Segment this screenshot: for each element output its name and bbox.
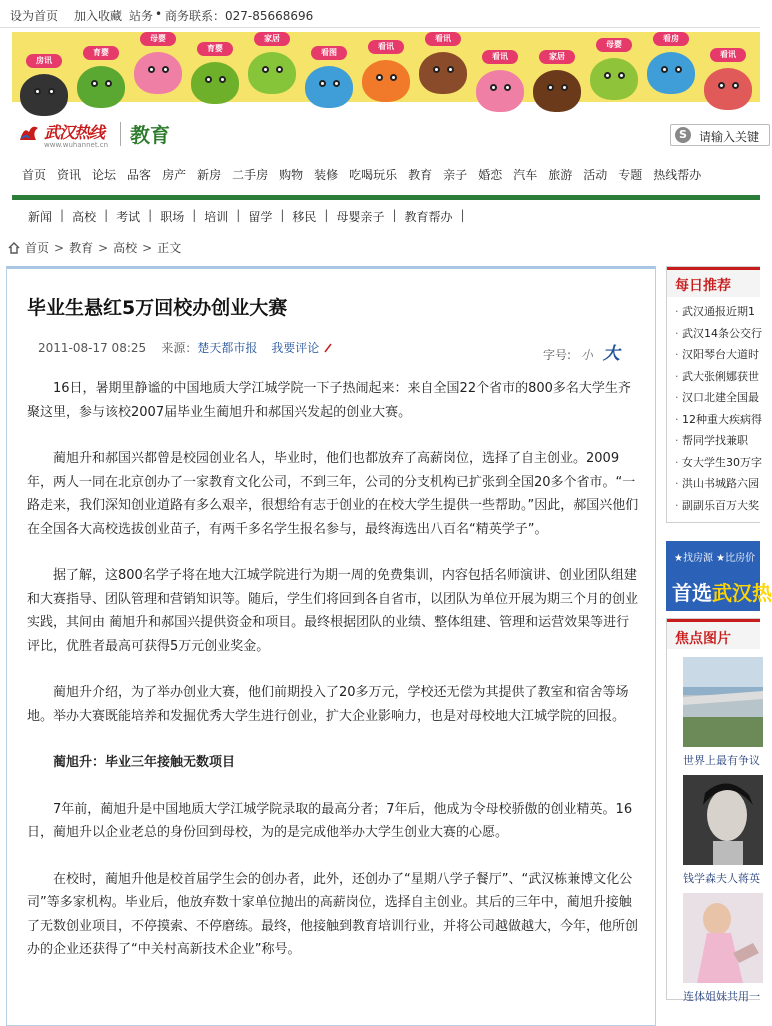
sub-nav-separator: | (392, 208, 397, 222)
portrait-photo[interactable] (683, 775, 763, 865)
photo-caption[interactable]: 钱学森夫人蒋英 (683, 872, 760, 885)
paragraph: 7年前，蔺旭升是中国地质大学江城学院录取的最高分者；7年后，他成为令母校骄傲的创业精英。16日，蔺旭升以企业老总的身份回到母校，为的是完成他举办大学生创业大赛的心愿。 (27, 801, 633, 840)
daily-recommend-item[interactable]: · 武汉通报近期1 (675, 301, 760, 323)
mascot-banner[interactable] (12, 32, 760, 102)
logo-divider (120, 122, 121, 146)
main-nav-item[interactable]: 吃喝玩乐 (349, 168, 398, 182)
mascot-eye (205, 76, 212, 83)
mascot-figure (305, 46, 355, 116)
twins-photo[interactable] (683, 893, 763, 983)
daily-recommend-item[interactable]: · 副副乐百万大奖 (675, 495, 760, 517)
breadcrumb-arrow: > (98, 240, 109, 255)
search-input[interactable] (670, 124, 770, 146)
ad-headline (672, 577, 772, 606)
daily-recommend-item[interactable]: · 女大学生30万字 (675, 452, 760, 474)
mascot-figure (647, 32, 697, 102)
main-nav (12, 160, 760, 200)
daily-recommend-title: 每日推荐 (675, 278, 731, 294)
station-link[interactable]: 站务 (129, 9, 154, 23)
breadcrumb (8, 239, 181, 256)
breadcrumb-arrow: > (142, 240, 153, 255)
mascot-eye (162, 66, 169, 73)
top-bar (0, 0, 760, 28)
mascot-eye (219, 76, 226, 83)
mascot-tag: 家居 (539, 50, 575, 64)
main-nav-item[interactable]: 新房 (197, 168, 222, 182)
mascot-figure (362, 40, 412, 110)
daily-recommend-item[interactable]: · 武大张俐娜获世 (675, 366, 760, 388)
sub-nav-separator: | (60, 208, 65, 222)
main-nav-item[interactable]: 品客 (127, 168, 152, 182)
mascot-figure (590, 38, 640, 108)
daily-recommend-item[interactable]: · 汉阳琴台大道时 (675, 344, 760, 366)
mascot-tag: 看图 (311, 46, 347, 60)
sub-nav-item[interactable]: 新闻 (28, 210, 53, 224)
mascot-head (248, 52, 296, 94)
main-nav-item[interactable]: 装修 (314, 168, 339, 182)
sub-nav-separator: | (148, 208, 153, 222)
mascot-eye (105, 80, 112, 87)
pencil-icon (323, 343, 333, 353)
article-panel (6, 266, 656, 1026)
sub-nav-item[interactable]: 职场 (160, 210, 185, 224)
mascot-eye (376, 74, 383, 81)
mascot-eye (447, 66, 454, 73)
mascot-tag: 母婴 (140, 32, 176, 46)
main-nav-item[interactable]: 二手房 (232, 168, 269, 182)
main-nav-item[interactable]: 论坛 (92, 168, 117, 182)
sub-nav-item[interactable]: 移民 (292, 210, 317, 224)
sidebar (666, 266, 760, 523)
main-nav-item[interactable]: 活动 (583, 168, 608, 182)
mascot-head (533, 70, 581, 112)
main-nav-item[interactable]: 购物 (279, 168, 304, 182)
mascot-figure (134, 32, 184, 102)
main-nav-item[interactable]: 房产 (162, 168, 187, 182)
source-label: 来源： (161, 341, 198, 355)
section-subheading: 蔺旭升：毕业三年接触无数项目 (53, 755, 236, 770)
mascot-figure (77, 46, 127, 116)
font-big-button[interactable]: 大 (602, 344, 620, 364)
channel-name[interactable]: 教育 (130, 123, 170, 147)
paragraph: 据了解，这800名学子将在地大江城学院进行为期一周的免费集训，内容包括名师演讲、创业团队组建和大赛指导、团队管理和营销知识等。随后，学生们将回到各自省市，以团队为单位开展为期三个月的创业实践，其间由 蔺旭升和郝国兴提供资金和项目。最终根据团队的业绩、整体组建、管理和运营效果等进行评比，优胜者最高可获得5万元创业奖金。 (27, 568, 639, 654)
mascot-figure (419, 32, 469, 102)
article-meta (38, 339, 333, 356)
sub-nav-item[interactable]: 留学 (248, 210, 273, 224)
main-nav-item[interactable]: 首页 (22, 168, 47, 182)
source-link[interactable]: 楚天都市报 (197, 341, 258, 355)
mascot-eye (604, 72, 611, 79)
mascot-eye (276, 66, 283, 73)
article-date: 2011-08-17 08:25 (38, 341, 147, 355)
breadcrumb-item[interactable]: 高校 (113, 241, 138, 255)
paragraph: 16日，暑期里静谧的中国地质大学江城学院一下子热闹起来：来自全国22个省市的800多名大学生齐聚这里，参与该校2007届毕业生蔺旭升和郝国兴发起的创业大赛。 (27, 381, 631, 420)
comment-link[interactable] (271, 341, 333, 355)
sub-nav (28, 208, 473, 224)
mascot-eye (732, 82, 739, 89)
article-body (27, 377, 639, 985)
mascot-tag: 看讯 (710, 48, 746, 62)
dot-separator: • (155, 7, 163, 21)
logo-row (0, 114, 760, 154)
mascot-eye (34, 88, 41, 95)
daily-recommend-item[interactable]: · 帮同学找兼职 (675, 430, 760, 452)
mascot-eye (490, 84, 497, 91)
font-size-label: 字号: (543, 348, 572, 362)
main-nav-item[interactable]: 旅游 (548, 168, 573, 182)
mascot-eye (547, 84, 554, 91)
mascot-head (191, 62, 239, 104)
mascot-figure (248, 32, 298, 102)
logo-icon (18, 122, 40, 142)
breadcrumb-item[interactable]: 首页 (25, 241, 50, 255)
mascot-row (12, 32, 760, 102)
mascot-eye (618, 72, 625, 79)
home-icon (8, 242, 20, 254)
mascot-tag: 育婴 (197, 42, 233, 56)
focus-photos-title: 焦点图片 (675, 631, 731, 647)
main-nav-item[interactable]: 热线帮办 (653, 168, 702, 182)
mascot-eye (561, 84, 568, 91)
mascot-tag: 母婴 (596, 38, 632, 52)
main-nav-item[interactable]: 汽车 (513, 168, 538, 182)
sub-nav-separator: | (192, 208, 197, 222)
mascot-eye (718, 82, 725, 89)
font-small-button[interactable]: 小 (580, 348, 593, 362)
paragraph: 蔺旭升介绍，为了举办创业大赛，他们前期投入了20多万元，学校还无偿为其提供了教室和宿舍等场地。举办大赛既能培养和发掘优秀大学生进行创业，扩大企业影响力，也是对母校地大江城学院的回报。 (27, 685, 629, 724)
mascot-eye (333, 80, 340, 87)
mascot-eye (390, 74, 397, 81)
sub-nav-separator: | (324, 208, 329, 222)
breadcrumb-arrow: > (54, 240, 65, 255)
main-nav-item[interactable]: 婚恋 (478, 168, 503, 182)
dam-photo[interactable] (683, 657, 763, 747)
sub-nav-item[interactable]: 考试 (116, 210, 141, 224)
mascot-eye (319, 80, 326, 87)
mascot-eye (675, 66, 682, 73)
focus-photos-box (666, 618, 760, 1003)
article-title: 毕业生悬红5万回校办创业大赛 (27, 297, 288, 319)
mascot-tag: 家居 (254, 32, 290, 46)
mascot-eye (91, 80, 98, 87)
mascot-head (362, 60, 410, 102)
mascot-head (704, 68, 752, 110)
main-nav-item[interactable]: 亲子 (443, 168, 468, 182)
house-ad-banner[interactable] (666, 541, 772, 611)
mascot-head (77, 66, 125, 108)
mascot-eye (48, 88, 55, 95)
mascot-eye (262, 66, 269, 73)
breadcrumb-item: 正文 (157, 241, 182, 255)
sub-nav-separator: | (460, 208, 465, 222)
sub-nav-item[interactable]: 高校 (72, 210, 97, 224)
set-homepage-link[interactable]: 设为首页 (10, 9, 59, 23)
paragraph: 蔺旭升和郝国兴都曾是校园创业名人，毕业时，他们也都放弃了高薪岗位，选择了自主创业。2009年，两人一同在北京创办了一家教育文化公司，不到三年，公司的分支机构已扩张到全国20多个省市。“一路走来，我们深知创业道路有多么艰辛，很想给有志于创业的在校大学生提供一些帮助。”因此，郝国兴他们在全国各大高校选拔创业苗子，有两千多名学生报名参与，最终海选出八百名“精英学子”。 (27, 451, 639, 537)
daily-recommend-item[interactable]: · 12种重大疾病得 (675, 409, 760, 431)
mascot-tag: 看讯 (482, 50, 518, 64)
mascot-tag: 房讯 (26, 54, 62, 68)
mascot-figure (704, 48, 754, 118)
sub-nav-separator: | (236, 208, 241, 222)
mascot-eye (504, 84, 511, 91)
photo-caption[interactable]: 连体姐妹共用一 (683, 990, 760, 1003)
paragraph: 在校时，蔺旭升他是校首届学生会的创办者，此外，还创办了“星期八学子餐厅”、“武汉栋兼博文化公司”等多家机构。毕业后，他放弃数十家单位抛出的高薪岗位，选择自主创业。其后的三年中，蔺旭升接触了无数创业项目，不停摸索、不停磨练。最终，他接触到教育培训行业，并将公司越做越大，今年，他所创办的企业还获得了“中关村高新技术企业”称号。 (27, 871, 639, 957)
mascot-eye (661, 66, 668, 73)
mascot-head (590, 58, 638, 100)
daily-recommend-item[interactable]: · 洪山书城路六园 (675, 473, 760, 495)
mascot-eye (148, 66, 155, 73)
photo-caption[interactable]: 世界上最有争议 (683, 754, 760, 767)
mascot-figure (533, 50, 583, 120)
ad-headline-b: 武汉热 (712, 581, 772, 605)
comment-label: 我要评论 (271, 341, 320, 355)
mascot-eye (433, 66, 440, 73)
search-icon: S (675, 127, 691, 143)
breadcrumb-item[interactable]: 教育 (69, 241, 94, 255)
mascot-head (476, 70, 524, 112)
site-logo[interactable]: 武汉热线 (44, 123, 105, 142)
daily-recommend-item[interactable]: · 汉口北建全国最 (675, 387, 760, 409)
sub-nav-item[interactable]: 母婴亲子 (336, 210, 385, 224)
mascot-head (305, 66, 353, 108)
add-favorite-link[interactable]: 加入收藏 (74, 9, 123, 23)
daily-recommend-header (667, 267, 760, 297)
ad-headline-a: 首选 (672, 581, 712, 605)
daily-recommend-item[interactable]: · 武汉14条公交行 (675, 323, 760, 345)
focus-photos-header (667, 619, 760, 649)
ad-tagline: ★找房源 ★比房价 (674, 553, 756, 564)
mascot-head (419, 52, 467, 94)
search-placeholder: 请输入关键 (699, 130, 760, 144)
mascot-tag: 育婴 (83, 46, 119, 60)
main-nav-item[interactable]: 教育 (408, 168, 433, 182)
mascot-figure (476, 50, 526, 120)
mascot-figure (191, 42, 241, 112)
sub-nav-separator: | (280, 208, 285, 222)
main-nav-item[interactable]: 专题 (618, 168, 643, 182)
business-contact: 商务联系：027-85668696 (165, 9, 314, 23)
font-size-control (543, 339, 620, 364)
sub-nav-item[interactable]: 教育帮办 (404, 210, 453, 224)
mascot-tag: 看房 (653, 32, 689, 46)
mascot-head (20, 74, 68, 116)
mascot-head (647, 52, 695, 94)
main-nav-item[interactable]: 资讯 (57, 168, 82, 182)
mascot-tag: 看讯 (368, 40, 404, 54)
sub-nav-item[interactable]: 培训 (204, 210, 229, 224)
daily-recommend-box (666, 266, 760, 523)
daily-recommend-list (667, 297, 760, 522)
sub-nav-separator: | (104, 208, 109, 222)
mascot-tag: 看讯 (425, 32, 461, 46)
mascot-head (134, 52, 182, 94)
site-url: www.wuhannet.cn (44, 141, 109, 149)
